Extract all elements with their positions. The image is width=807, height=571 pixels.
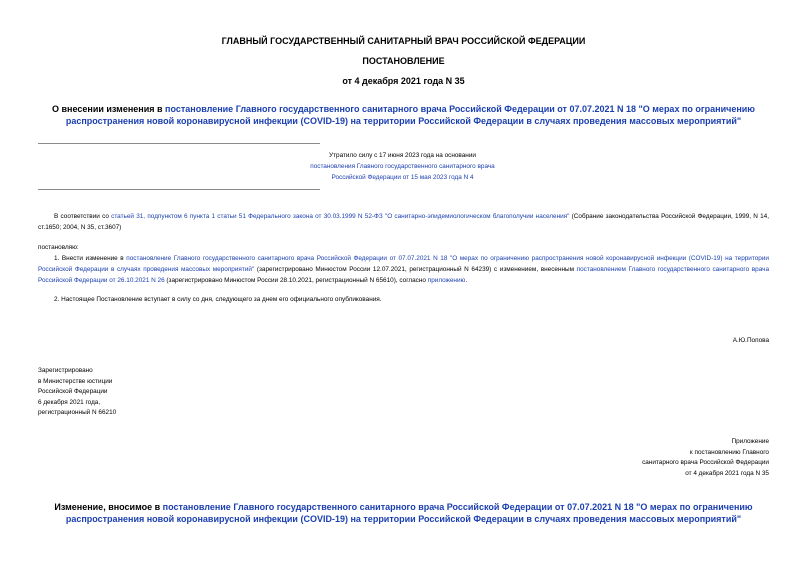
registration-line5: регистрационный N 66210 [38, 409, 117, 416]
preamble-law-link[interactable]: статьей 31, подпунктом 6 пункта 1 статьи 51 Федерального закона от 30.03.1999 N 52-ФЗ "О санитарно-эпидемиологическом благополучии населения" [111, 213, 570, 220]
change-title-link-line2[interactable]: распространения новой коронавирусной инфекции (COVID-19) на территории Российской Федерации в случаях проведения массовых мероприятий" [65, 514, 742, 524]
appendix-line2: к постановлению Главного [689, 448, 769, 456]
authority-heading: ГЛАВНЫЙ ГОСУДАРСТВЕННЫЙ САНИТАРНЫЙ ВРАЧ РОССИЙСКОЙ ФЕДЕРАЦИИ [221, 36, 586, 46]
item-1-prefix: 1. Внести изменение в [54, 255, 127, 262]
appendix-line4: от 4 декабря 2021 года N 35 [685, 469, 769, 477]
status-note-link-line2[interactable]: постановления Главного государственного санитарного врача [310, 163, 495, 170]
item-2-paragraph: 2. Настоящее Постановление вступает в силу со дня, следующего за днем его официального опубликования. [54, 296, 382, 303]
doc-date-number: от 4 декабря 2021 года N 35 [342, 76, 465, 86]
status-divider-bottom [38, 189, 320, 190]
preamble-paragraph [38, 211, 769, 233]
doc-type-heading: ПОСТАНОВЛЕНИЕ [362, 56, 445, 66]
item-1-decree26-link[interactable]: постановлением Главного государственного санитарного врача Российской Федерации от 26.10.2021 N 26 [38, 266, 769, 284]
appendix-line3: санитарного врача Российской Федерации [642, 459, 769, 466]
status-note [150, 150, 655, 183]
title-link-line2[interactable]: распространения новой коронавирусной инфекции (COVID-19) на территории Российской Федерации в случаях проведения массовых мероприятий" [65, 116, 742, 126]
item-1-mid2: (зарегистрировано Минюстом России 28.10.2021, регистрационный N 65610), согласно [164, 277, 428, 284]
title-link-line1[interactable]: постановление Главного государственного санитарного врача Российской Федерации от 07.07.2021 N 18 "О мерах по ограничению [165, 104, 755, 114]
document-title [0, 103, 807, 127]
status-note-line1: Утратило силу с 17 июня 2023 года на основании [329, 152, 476, 159]
status-note-link-line3[interactable]: Российской Федерации от 15 мая 2023 года N 4 [331, 174, 474, 181]
decree-word: постановляю: [38, 244, 79, 251]
item-1-decree18-link[interactable]: постановление Главного государственного санитарного врача Российской Федерации от 07.07.2021 N 18 "О мерах по ограничению распространения новой коронавирусной инфекции (COVID-19) на территории Российской Федерации в случаях проведения массовых мероприятий" [38, 255, 769, 273]
appendix-line1: Приложение [731, 438, 769, 445]
registration-line4: 6 декабря 2021 года, [38, 398, 101, 406]
preamble-suffix: (Собрание законодательства Российской Федерации, 1999, N 14, ст.1650; 2004, N 35, ст.3607) [38, 213, 769, 231]
registration-block [38, 366, 116, 419]
status-divider-top [38, 143, 320, 144]
change-title [0, 501, 807, 525]
registration-line1: Зарегистрировано [38, 367, 93, 374]
signature: А.Ю.Попова [732, 337, 769, 344]
registration-line2: в Министерстве юстиции [38, 377, 113, 385]
registration-line3: Российской Федерации [38, 388, 108, 395]
change-title-prefix: Изменение, вносимое в [54, 502, 163, 512]
item-1-end: . [465, 277, 468, 284]
item-1-paragraph [38, 253, 769, 286]
appendix-block [560, 437, 769, 479]
change-title-link-line1[interactable]: постановление Главного государственного санитарного врача Российской Федерации от 07.07.2021 N 18 "О мерах по ограничению [162, 502, 753, 512]
preamble-prefix: В соответствии со [54, 213, 112, 220]
title-prefix: О внесении изменения в [52, 104, 166, 114]
item-1-appendix-link[interactable]: приложению [427, 277, 466, 284]
item-1-mid1: (зарегистрировано Минюстом России 12.07.2021, регистрационный N 64239) с изменением, внесенным [254, 266, 577, 273]
